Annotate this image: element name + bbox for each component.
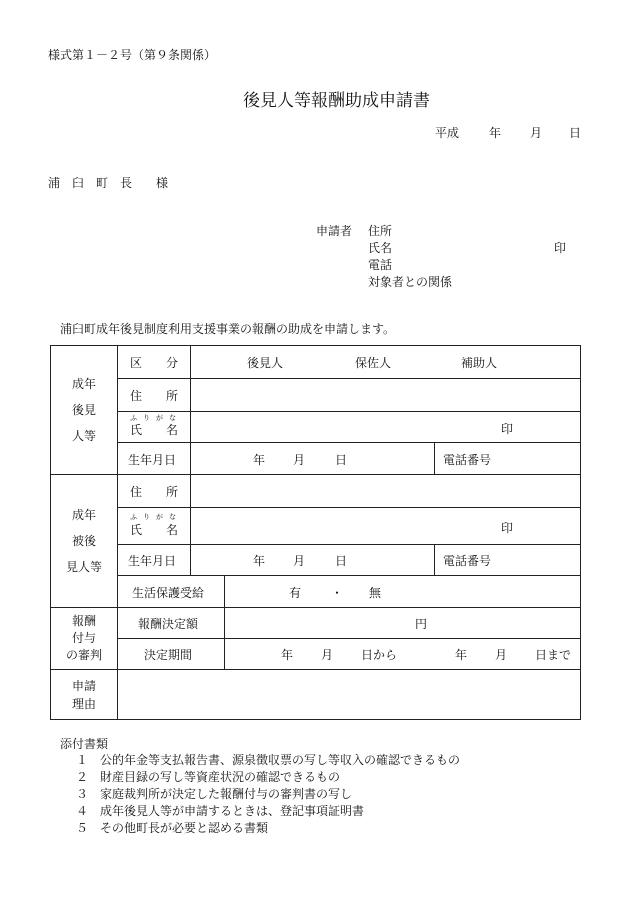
ward-name-label: 氏 名 bbox=[130, 523, 179, 537]
attachments-heading: 添付書類 bbox=[60, 737, 109, 751]
ward-address-row bbox=[51, 475, 581, 508]
ward-name-label-cell bbox=[118, 508, 191, 545]
guardian-name-label: 氏 名 bbox=[130, 423, 179, 437]
category-label: 区 分 bbox=[130, 356, 179, 370]
fee-period-label: 決定期間 bbox=[144, 648, 193, 662]
guardian-birth-year-unit: 年 bbox=[253, 452, 266, 467]
reason-input[interactable] bbox=[118, 670, 581, 720]
intro-text: 浦臼町成年後見制度利用支援事業の報酬の助成を申請します。 bbox=[60, 322, 396, 336]
ward-birth-year-unit: 年 bbox=[253, 554, 266, 568]
ward-welfare-options[interactable] bbox=[225, 576, 581, 608]
fee-period-input[interactable] bbox=[225, 639, 581, 670]
ward-address-label: 住 所 bbox=[130, 485, 179, 499]
reason-label: 申請 理由 bbox=[51, 670, 118, 720]
guardian-address-label: 住 所 bbox=[130, 389, 179, 403]
ward-seal: 印 bbox=[501, 521, 514, 535]
guardian-seal: 印 bbox=[501, 422, 514, 436]
ward-name-row bbox=[51, 508, 581, 545]
fee-amount-input[interactable] bbox=[225, 608, 581, 639]
guardian-address-input[interactable] bbox=[191, 379, 581, 412]
guardian-birth-label-cell bbox=[118, 443, 191, 475]
ward-birth-label-cell bbox=[118, 545, 191, 576]
ward-address-label-cell bbox=[118, 475, 191, 508]
period-to-day-unit: 日まで bbox=[535, 648, 572, 662]
reason-row bbox=[51, 670, 581, 720]
ward-welfare-label: 生活保護受給 bbox=[132, 585, 205, 600]
addressee: 浦 臼 町 長 様 bbox=[48, 176, 169, 190]
guardian-address-label-cell bbox=[118, 379, 191, 412]
date-month-unit: 月 bbox=[530, 126, 543, 140]
applicant-relation-label: 対象者との関係 bbox=[368, 275, 453, 289]
category-options-cell[interactable] bbox=[191, 346, 581, 379]
welfare-yes[interactable]: 有 bbox=[289, 585, 302, 600]
ward-name-input[interactable] bbox=[191, 508, 581, 545]
fee-amount-label-cell bbox=[118, 608, 225, 639]
period-from-year-unit: 年 bbox=[281, 648, 294, 662]
ward-birth-label: 生年月日 bbox=[128, 554, 177, 568]
applicant-name-label: 氏名 bbox=[368, 241, 393, 255]
ward-phone-label: 電話番号 bbox=[443, 554, 492, 568]
attachment-item: ２ 財産目録の写し等資産状況の確認できるもの bbox=[76, 770, 341, 784]
date-day-unit: 日 bbox=[569, 126, 582, 140]
category-curator[interactable]: 保佐人 bbox=[355, 356, 392, 370]
guardian-category-row bbox=[51, 346, 581, 379]
guardian-phone-label-cell bbox=[435, 443, 581, 475]
page-title: 後見人等報酬助成申請書 bbox=[243, 91, 430, 111]
guardian-birth-row bbox=[51, 443, 581, 475]
ward-birth-day-unit: 日 bbox=[335, 554, 348, 568]
guardian-group-label: 成年 後見 人等 bbox=[51, 346, 118, 475]
period-from-day-unit: 日から bbox=[361, 648, 398, 662]
category-guardian[interactable]: 後見人 bbox=[247, 356, 284, 370]
applicant-label: 申請者 bbox=[316, 224, 353, 238]
fee-amount-row bbox=[51, 608, 581, 639]
period-from-month-unit: 月 bbox=[321, 648, 334, 662]
guardian-birth-input[interactable] bbox=[191, 443, 435, 475]
fee-period-row bbox=[51, 639, 581, 670]
welfare-no[interactable]: 無 bbox=[369, 585, 382, 600]
guardian-name-row bbox=[51, 412, 581, 443]
ward-name-ruby: ふりがな bbox=[130, 513, 182, 521]
guardian-birth-day-unit: 日 bbox=[335, 452, 348, 467]
date-era: 平成 bbox=[435, 126, 460, 140]
ward-group-label: 成年 被後 見人等 bbox=[51, 475, 118, 608]
applicant-address-label: 住所 bbox=[368, 224, 393, 238]
guardian-birth-month-unit: 月 bbox=[293, 452, 306, 467]
ward-birth-month-unit: 月 bbox=[293, 554, 306, 568]
fee-amount-unit: 円 bbox=[415, 617, 428, 631]
form-number: 様式第１－２号（第９条関係） bbox=[48, 48, 217, 62]
period-to-month-unit: 月 bbox=[495, 648, 508, 662]
ward-birth-input[interactable] bbox=[191, 545, 435, 576]
applicant-phone-label: 電話 bbox=[368, 258, 393, 272]
ward-birth-row bbox=[51, 545, 581, 576]
application-table bbox=[50, 345, 581, 720]
welfare-separator: ・ bbox=[331, 585, 344, 600]
guardian-name-label-cell bbox=[118, 412, 191, 443]
date-year-unit: 年 bbox=[489, 126, 502, 140]
ward-address-input[interactable] bbox=[191, 475, 581, 508]
guardian-birth-label: 生年月日 bbox=[128, 452, 177, 467]
ward-welfare-row bbox=[51, 576, 581, 608]
fee-amount-label: 報酬決定額 bbox=[138, 617, 199, 631]
guardian-address-row bbox=[51, 379, 581, 412]
guardian-phone-label: 電話番号 bbox=[443, 452, 492, 467]
ward-welfare-label-cell bbox=[118, 576, 225, 608]
category-assistant[interactable]: 補助人 bbox=[461, 356, 498, 370]
guardian-name-ruby: ふりがな bbox=[130, 414, 182, 422]
ward-phone-label-cell bbox=[435, 545, 581, 576]
fee-period-label-cell bbox=[118, 639, 225, 670]
guardian-name-input[interactable] bbox=[191, 412, 581, 443]
attachment-item: ５ その他町長が必要と認める書類 bbox=[76, 821, 269, 835]
attachment-item: ３ 家庭裁判所が決定した報酬付与の審判書の写し bbox=[76, 787, 353, 801]
category-label-cell bbox=[118, 346, 191, 379]
fee-group-label: 報酬 付与 の審判 bbox=[51, 608, 118, 670]
attachment-item: ４ 成年後見人等が申請するときは、登記事項証明書 bbox=[76, 804, 365, 818]
attachment-item: １ 公的年金等支払報告書、源泉徴収票の写し等収入の確認できるもの bbox=[76, 753, 461, 767]
applicant-seal: 印 bbox=[554, 241, 567, 255]
period-to-year-unit: 年 bbox=[455, 648, 468, 662]
